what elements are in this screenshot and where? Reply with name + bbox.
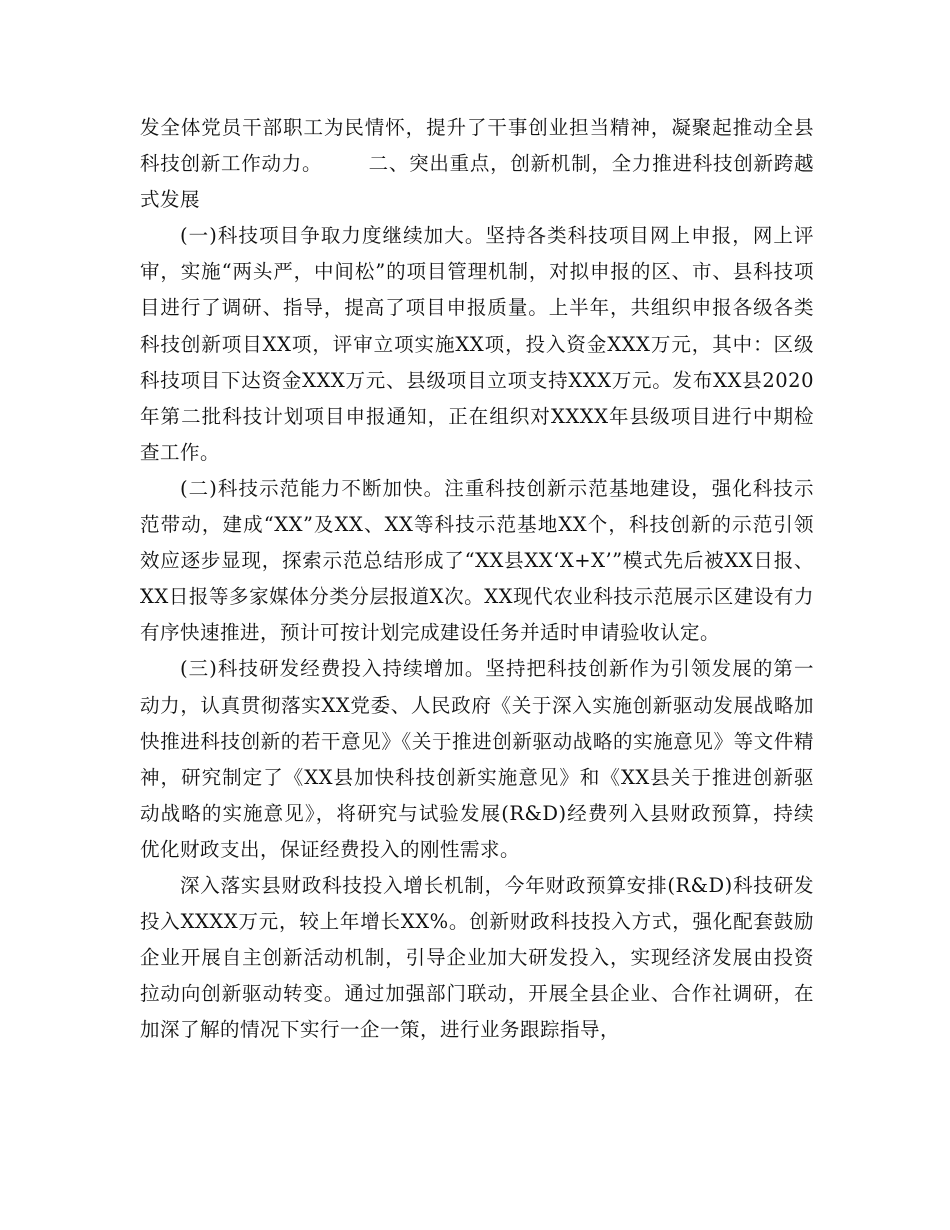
paragraph-item-4: 深入落实县财政科技投入增长机制，今年财政预算安排(R&D)科技研发投入XXXX万元，较上年增长XX%。创新财政科技投入方式，强化配套鼓励企业开展自主创新活动机制，引导企业加大研发投入，实现经济发展由投资拉动向创新驱动转变。通过加强部门联动，开展全县企业、合作社调研，在加深了解的情况下实行一企一策，进行业务跟踪指导， [140, 873, 814, 1042]
paragraph-item-1: (一)科技项目争取力度继续加大。坚持各类科技项目网上申报，网上评审，实施“两头严，中间松”的项目管理机制，对拟申报的区、市、县科技项目进行了调研、指导，提高了项目申报质量。上半年，共组织申报各级各类科技创新项目XX项，评审立项实施XX项，投入资金XXX万元，其中：区级科技项目下达资金XXX万元、县级项目立项支持XXX万元。发布XX县2020年第二批科技计划项目申报通知，正在组织对XXXX年县级项目进行中期检查工作。 [140, 224, 814, 464]
intro-text: 发全体党员干部职工为民情怀，提升了干事创业担当精神，凝聚起推动全县科技创新工作动力。 [140, 116, 814, 176]
document-body [140, 110, 814, 1048]
paragraph-item-3: (三)科技研发经费投入持续增加。坚持把科技创新作为引领发展的第一动力，认真贯彻落实XX党委、人民政府《关于深入实施创新驱动发展战略加快推进科技创新的若干意见》《关于推进创新驱动战略的实施意见》等文件精神，研究制定了《XX县加快科技创新实施意见》和《XX县关于推进创新驱动战略的实施意见》，将研究与试验发展(R&D)经费列入县财政预算，持续优化财政支出，保证经费投入的刚性需求。 [140, 657, 814, 861]
paragraph-intro [140, 110, 814, 218]
section-heading-2: 二、突出重点，创新机制，全力推进科技创新跨越式发展 [140, 152, 814, 212]
paragraph-item-2: (二)科技示范能力不断加快。注重科技创新示范基地建设，强化科技示范带动，建成“XX”及XX、XX等科技示范基地XX个，科技创新的示范引领效应逐步显现，探索示范总结形成了“XX县XX‘X+X’”模式先后被XX日报、XX日报等多家媒体分类分层报道X次。XX现代农业科技示范展示区建设有力有序快速推进，预计可按计划完成建设任务并适时申请验收认定。 [140, 476, 814, 645]
